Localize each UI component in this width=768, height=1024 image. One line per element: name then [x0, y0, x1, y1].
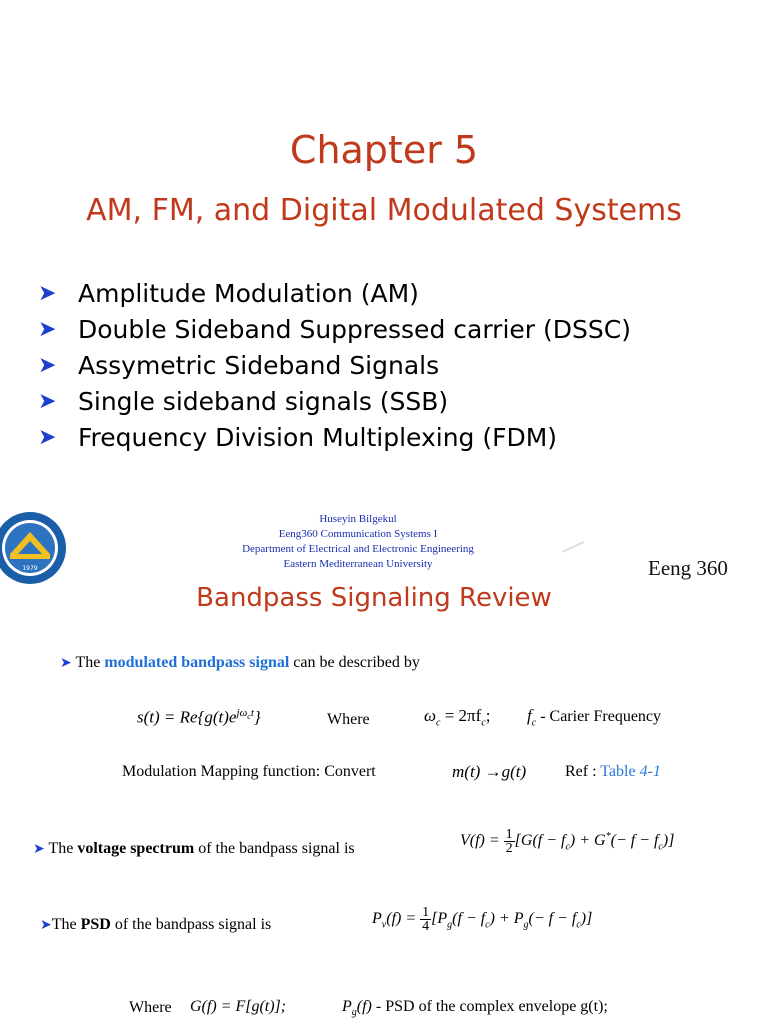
bullet-arrow-icon: ➤	[60, 656, 72, 671]
department-name: Department of Electrical and Electronic Engineering	[242, 543, 474, 555]
voltage-spectrum-equation: V(f) = $\frac{1}{2}$ $[G(f - f_c) + G^*(- f - f_c)]$	[460, 827, 675, 856]
bullet-arrow-icon: ➤	[33, 842, 45, 857]
fourier-equation: G(f) = F[g(t)];	[190, 998, 287, 1015]
psd-complex-envelope: $P_g(f)$ - PSD of the complex envelope g(t);	[342, 998, 608, 1019]
mapping-function-line: Modulation Mapping function: Convert	[122, 763, 376, 780]
psd-equation: $P_v(f)$ = $\frac{1}{4}$ $[P_g(f - f_c) + P_g(- f - f_c)]$	[372, 905, 593, 934]
credits-block	[220, 512, 496, 572]
carrier-frequency: $f_c$ - Carier Frequency	[527, 706, 662, 729]
mapping-equation: m(t) →g(t)	[452, 762, 527, 781]
bullet-arrow-icon: ➤	[38, 280, 57, 306]
where-label: Where	[327, 711, 370, 728]
chapter-subtitle: AM, FM, and Digital Modulated Systems	[86, 193, 682, 228]
omega-equation: $\omega_c = 2\pi f_c$;	[424, 706, 491, 729]
table-link[interactable]: Table	[600, 763, 640, 780]
topic-list	[38, 275, 631, 455]
list-item: ➤ Assymetric Sideband Signals	[38, 350, 440, 380]
list-item: ➤ Amplitude Modulation (AM)	[38, 278, 419, 308]
where-definition-line: Where	[129, 999, 172, 1016]
university-logo-icon	[0, 510, 68, 586]
highlight-term: modulated bandpass signal	[104, 654, 290, 671]
svg-text:1979: 1979	[22, 565, 38, 572]
course-tag: Eeng 360	[648, 556, 728, 580]
decorative-stroke	[560, 540, 586, 554]
psd-line: ➤The PSD of the bandpass signal is	[40, 916, 272, 933]
list-item: ➤ Double Sideband Suppressed carrier (DSSC)	[38, 314, 631, 344]
list-item: ➤ Frequency Division Multiplexing (FDM)	[38, 422, 558, 452]
list-item: ➤ Single sideband signals (SSB)	[38, 386, 449, 416]
review-title: Bandpass Signaling Review	[196, 583, 552, 613]
chapter-title: Chapter 5	[289, 128, 479, 172]
bandpass-signal-line: ➤ The modulated bandpass signal can be described by	[60, 654, 420, 671]
author-name: Huseyin Bilgekul	[319, 513, 397, 525]
bandpass-equation: $s(t) = Re\{g(t)e^{j\omega_ct}\}$	[137, 707, 261, 727]
bullet-arrow-icon: ➤	[40, 918, 52, 933]
university-name: Eastern Mediterranean University	[283, 558, 433, 570]
table-reference: Ref : Table 4-1	[565, 763, 661, 780]
voltage-spectrum-line: ➤ The voltage spectrum of the bandpass signal is	[33, 840, 355, 857]
bullet-arrow-icon: ➤	[38, 316, 57, 342]
bullet-arrow-icon: ➤	[38, 388, 57, 414]
bullet-arrow-icon: ➤	[38, 424, 57, 450]
bullet-arrow-icon: ➤	[38, 352, 57, 378]
course-name: Eeng360 Communication Systems I	[278, 528, 438, 540]
